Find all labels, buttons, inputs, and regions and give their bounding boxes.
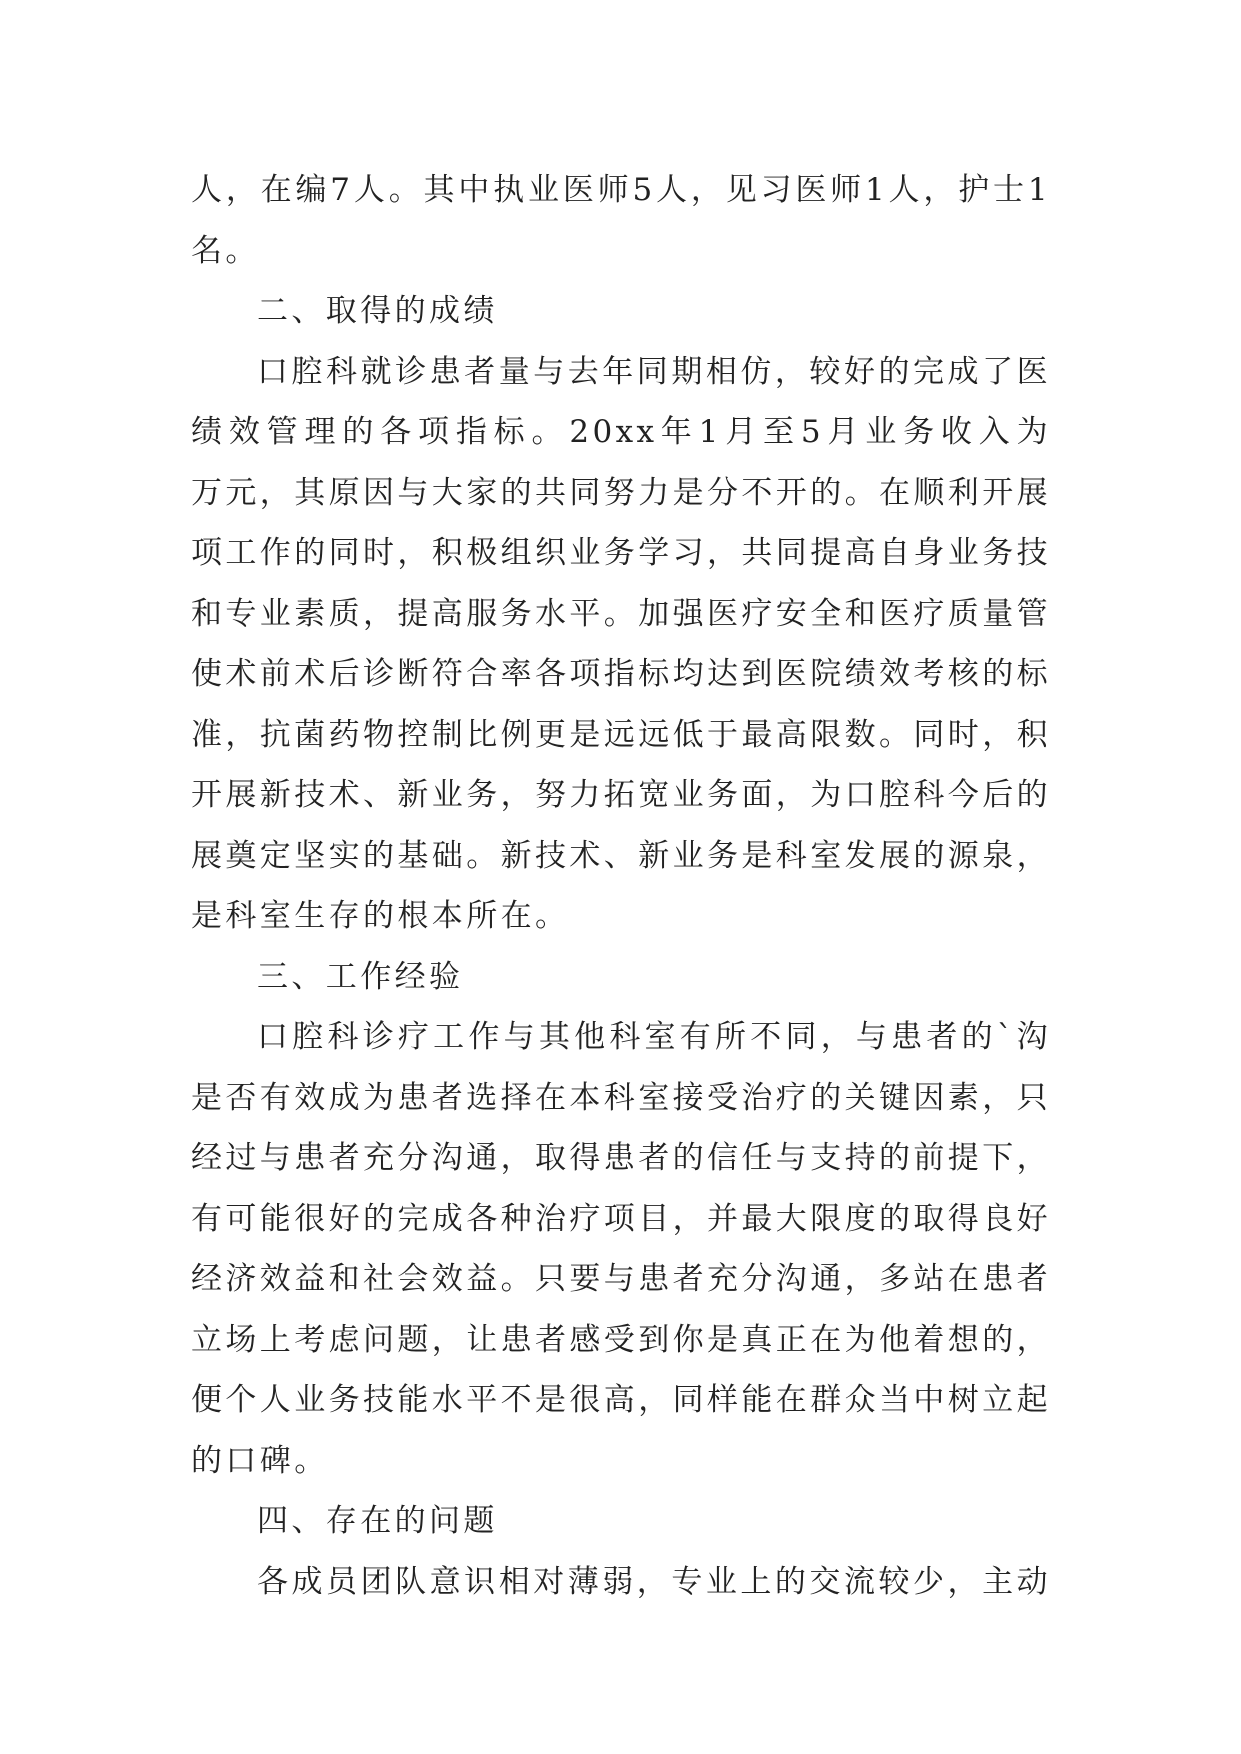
- text-line: 是科室生存的根本所在。: [191, 898, 570, 934]
- text-line: 的口碑。: [191, 1442, 329, 1479]
- text-line: 各成员团队意识相对薄弱，专业上的交流较少，主动: [257, 1563, 1051, 1600]
- text-line: 四、存在的问题: [257, 1503, 498, 1539]
- text-line: 万元，其原因与大家的共同努力是分不开的。在顺利开展: [191, 474, 1051, 511]
- text-line: 是否有效成为患者选择在本科室接受治疗的关键因素，只: [191, 1079, 1051, 1116]
- text-line: 有可能很好的完成各种治疗项目，并最大限度的取得良好: [191, 1200, 1051, 1237]
- text-line: 准，抗菌药物控制比例更是远远低于最高限数。同时，积: [191, 716, 1051, 753]
- text-line: 展奠定坚实的基础。新技术、新业务是科室发展的源泉，: [191, 837, 1051, 874]
- text-line: 使术前术后诊断符合率各项指标均达到医院绩效考核的标: [191, 656, 1051, 692]
- text-line: 项工作的同时，积极组织业务学习，共同提高自身业务技: [191, 535, 1051, 571]
- text-line: 立场上考虑问题，让患者感受到你是真正在为他着想的，: [191, 1321, 1051, 1358]
- text-line: 经济效益和社会效益。只要与患者充分沟通，多站在患者: [191, 1261, 1051, 1297]
- text-line: 经过与患者充分沟通，取得患者的信任与支持的前提下，: [191, 1140, 1051, 1176]
- text-line: 口腔科就诊患者量与去年同期相仿，较好的完成了医: [257, 353, 1051, 390]
- text-line: 便个人业务技能水平不是很高，同样能在群众当中树立起: [191, 1382, 1051, 1418]
- text-line: 口腔科诊疗工作与其他科室有所不同，与患者的`沟: [257, 1019, 1051, 1055]
- text-line: 绩效管理的各项指标。20xx年1月至5月业务收入为: [191, 414, 1051, 450]
- text-line: 三、工作经验: [257, 958, 464, 995]
- text-line: 人，在编7人。其中执业医师5人，见习医师1人，护士1: [191, 172, 1051, 208]
- document-body: [191, 160, 1051, 1612]
- text-line: 和专业素质，提高服务水平。加强医疗安全和医疗质量管: [191, 595, 1051, 632]
- text-line: 开展新技术、新业务，努力拓宽业务面，为口腔科今后的: [191, 777, 1051, 813]
- text-line: 名。: [191, 232, 260, 269]
- text-line: 二、取得的成绩: [257, 293, 498, 329]
